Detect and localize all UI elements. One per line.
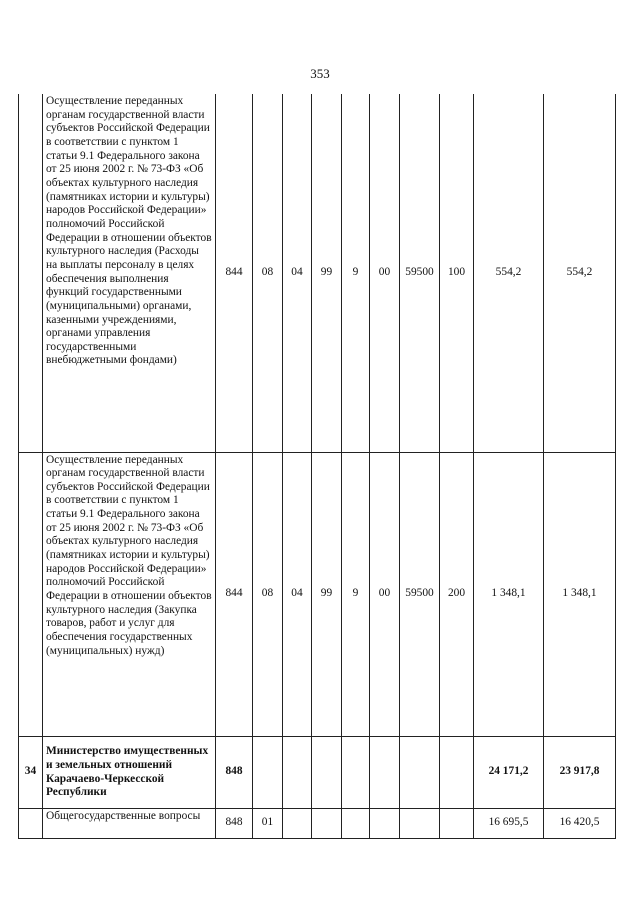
program-code: [312, 808, 342, 838]
amount-first: 24 171,2: [474, 736, 544, 808]
program-code: 99: [312, 94, 342, 452]
ministry-code: 844: [216, 452, 253, 736]
section-code: [253, 736, 283, 808]
subprogram-code: 9: [342, 452, 370, 736]
expense-type-code: [440, 736, 474, 808]
row-number: [19, 808, 43, 838]
ministry-code: 848: [216, 736, 253, 808]
subsection-code: 04: [283, 452, 312, 736]
amount-second: 23 917,8: [544, 736, 616, 808]
direction-code: 59500: [400, 452, 440, 736]
subprogram-code: [342, 808, 370, 838]
subsection-code: [283, 736, 312, 808]
amount-first: 554,2: [474, 94, 544, 452]
row-description: Министерство имущественных и земельных отношений Карачаево-Черкесской Республики: [43, 736, 216, 808]
table-row: [19, 808, 616, 838]
expense-type-code: [440, 808, 474, 838]
subprogram-code: 9: [342, 94, 370, 452]
row-description: Общегосударственные вопросы: [43, 808, 216, 838]
page-number: 353: [310, 66, 330, 81]
direction-code: 59500: [400, 94, 440, 452]
row-description: Осуществление переданных органам государственной власти субъектов Российской Федерации в соответствии с пунктом 1 статьи 9.1 Федерального закона от 25 июня 2002 г. № 73-ФЗ «Об объектах культурного наследия (памятниках истории и культуры) народов Российской Федерации» полномочий Российской Федерации в отношении объектов культурного наследия (Закупка товаров, работ и услуг для обеспечения государственных (муниципальных) нужд): [43, 452, 216, 736]
amount-second: 554,2: [544, 94, 616, 452]
subprogram-code: [342, 736, 370, 808]
main-event-code: [370, 736, 400, 808]
amount-first: 16 695,5: [474, 808, 544, 838]
budget-table: [18, 94, 616, 839]
program-code: [312, 736, 342, 808]
direction-code: [400, 736, 440, 808]
ministry-code: 844: [216, 94, 253, 452]
program-code: 99: [312, 452, 342, 736]
subsection-code: 04: [283, 94, 312, 452]
amount-second: 16 420,5: [544, 808, 616, 838]
amount-second: 1 348,1: [544, 452, 616, 736]
main-event-code: 00: [370, 94, 400, 452]
row-number: 34: [19, 736, 43, 808]
expense-type-code: 100: [440, 94, 474, 452]
main-event-code: [370, 808, 400, 838]
table-row: [19, 452, 616, 736]
section-code: 08: [253, 94, 283, 452]
table-row: [19, 94, 616, 452]
row-number: [19, 452, 43, 736]
row-number: [19, 94, 43, 452]
ministry-code: 848: [216, 808, 253, 838]
amount-first: 1 348,1: [474, 452, 544, 736]
section-code: 01: [253, 808, 283, 838]
subsection-code: [283, 808, 312, 838]
direction-code: [400, 808, 440, 838]
row-description: Осуществление переданных органам государственной власти субъектов Российской Федерации в соответствии с пунктом 1 статьи 9.1 Федерального закона от 25 июня 2002 г. № 73-ФЗ «Об объектах культурного наследия (памятниках истории и культуры) народов Российской Федерации» полномочий Российской Федерации в отношении объектов культурного наследия (Расходы на выплаты персоналу в целях обеспечения выполнения функций государственными (муниципальными) органами, казенными учреждениями, органами управления государственными внебюджетными фондами): [43, 94, 216, 452]
table-row: [19, 736, 616, 808]
main-event-code: 00: [370, 452, 400, 736]
expense-type-code: 200: [440, 452, 474, 736]
section-code: 08: [253, 452, 283, 736]
